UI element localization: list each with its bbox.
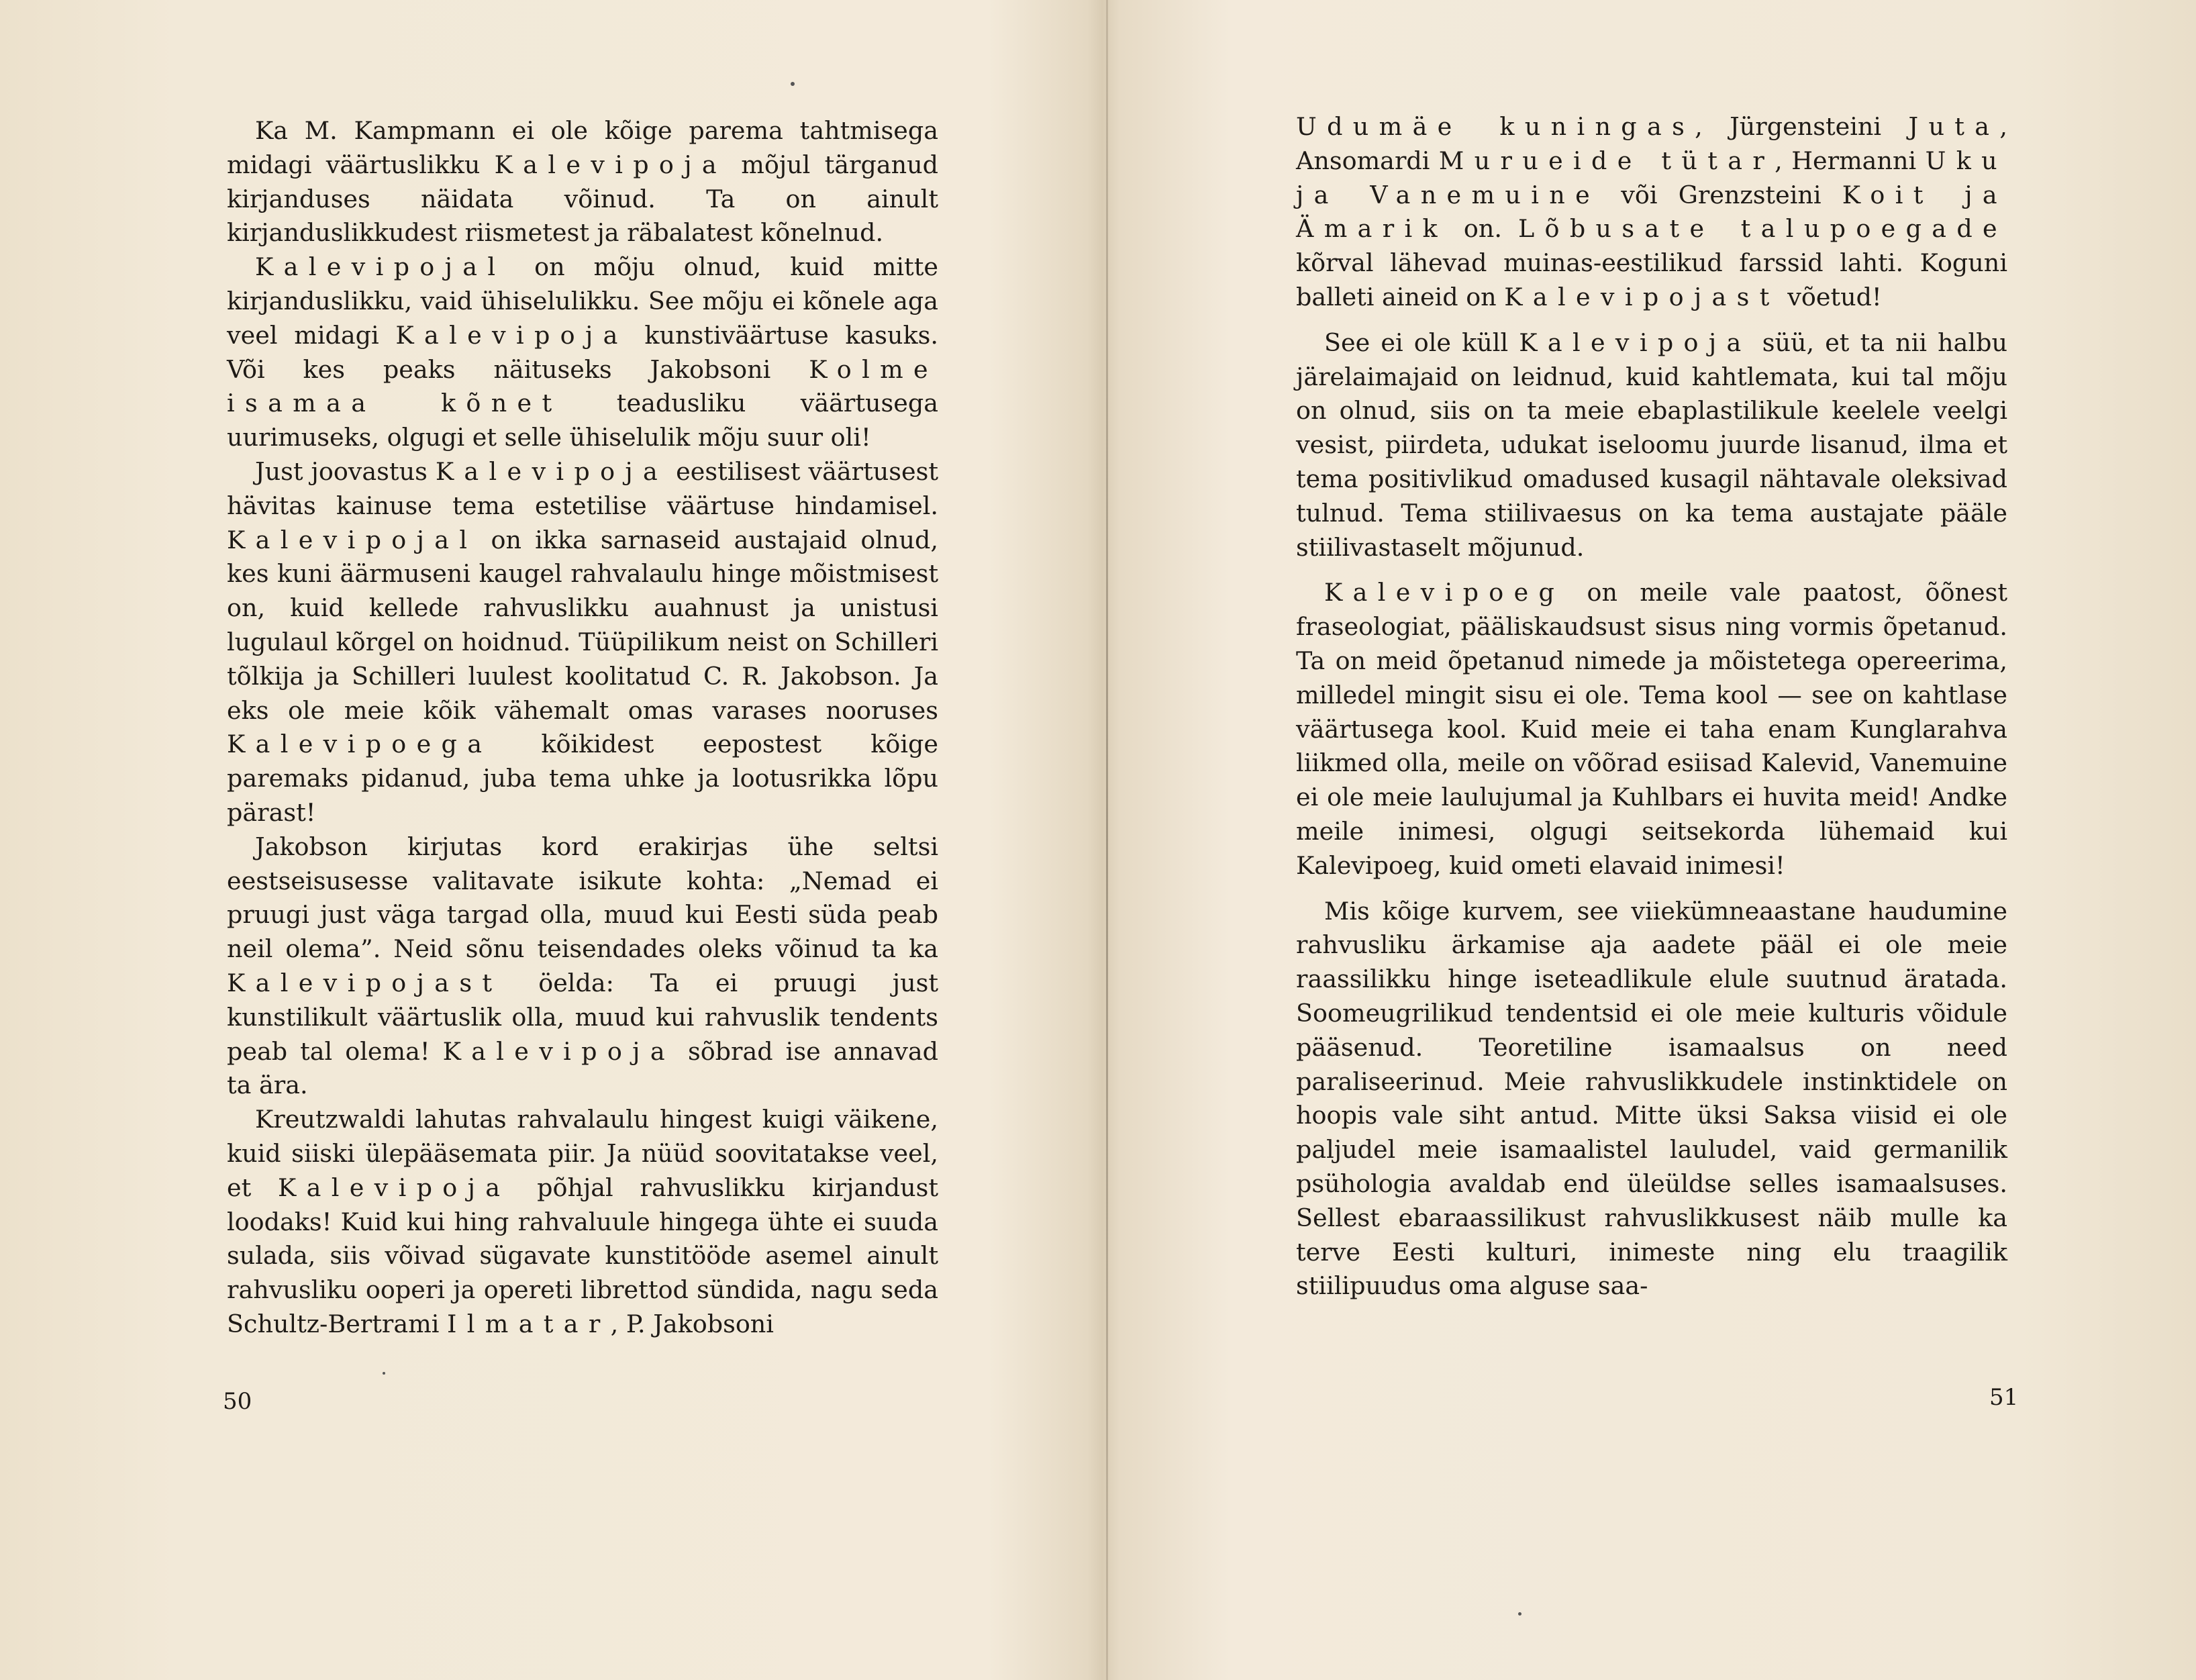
spaced-emphasis: Uku ja Vanemuine [1296, 146, 2007, 209]
text-run: , Ansomardi [1296, 112, 2007, 175]
text-run: kõikidest eepostest kõige paremaks pidanud, juba tema uhke ja lootusrikka lõpu pärast! [227, 730, 938, 827]
paragraph [1296, 326, 2007, 565]
spaced-emphasis: Udumäe kuningas [1296, 112, 1695, 141]
paragraph [227, 455, 938, 830]
spaced-emphasis: Juta [1908, 112, 2000, 141]
text-run: või Grenzsteini [1600, 180, 1842, 209]
paragraph [227, 114, 938, 250]
spaced-emphasis: Kalevipojal [255, 252, 506, 282]
right-page-text [1296, 110, 2007, 1303]
paragraph [227, 1103, 938, 1342]
spaced-emphasis: Kalevipojal [227, 525, 478, 554]
text-run: on. [1447, 214, 1518, 244]
right-page [1108, 0, 2196, 1680]
text-run: , Jürgensteini [1695, 112, 1909, 141]
text-run: põhjal rahvuslikku kirjandust loodaks! Kuid kui hing rahvaluule hingega ühte ei suuda sulada, siis võivad sügavate kunstitööde asemel ainult rahvusliku ooperi ja opereti librettod sündida, nagu seda Schultz-Bertrami [227, 1173, 938, 1338]
text-run: öelda: Ta ei pruugi just kunstilikult väärtuslik olla, muud kui rahvuslik tendents peab tal olema! [227, 968, 938, 1066]
spaced-emphasis: Kalevipoeg [1324, 578, 1565, 607]
paragraph [227, 830, 938, 1103]
spaced-emphasis: Kalevipojast [1504, 282, 1780, 311]
text-run: eestilisest väärtusest hävitas kainuse tema estetilise väärtuse hindamisel. [227, 456, 938, 520]
spaced-emphasis: Kalevipoega [227, 730, 493, 759]
text-run: mõjul tärganud kirjanduses näidata võinud. Ta on ainult kirjanduslikkudest riismetest ja räbalatest kõnelnud. [227, 150, 938, 248]
spaced-emphasis: Kalevipoja [1519, 328, 1752, 357]
spaced-emphasis: Kalevipoja [442, 1036, 675, 1066]
paragraph [1296, 110, 2007, 315]
text-run: on meile vale paatost, õõnest fraseologiat, pääliskaudsust sisus ning vormis õpetanud. Ta on meid õpetanud nimede ja mõistetega opereerima, milledel mingit sisu ei ole. Tema kool — see on kahtlase väärtusega kool. Kuid meie ei taha enam Kunglarahva liikmed olla, meile on võõrad esiisad Kalevid, Vanemuine ei ole meie laulujumal ja Kuhlbars ei huvita meid! Andke meile inimesi, olgugi seitsekorda lühemaid kui Kalevipoeg, kuid ometi elavaid inimesi! [1296, 578, 2007, 880]
left-page-text [227, 114, 938, 1342]
spaced-emphasis: Lõbusate talupoegade [1517, 214, 2007, 244]
spaced-emphasis: Kalevipoja [278, 1173, 511, 1202]
right-page-number: 51 [1989, 1384, 2019, 1411]
spaced-emphasis: Kalevipoja [435, 456, 668, 486]
text-run: Ka M. Kampmann ei ole kõige parema tahtmisega midagi väärtuslikku [227, 116, 938, 179]
text-run: on ikka sarnaseid austajaid olnud, kes kuni äärmuseni kaugel rahvalaulu hinge mõistmisest on, kuid kellede rahvuslikku auahnust ja unistusi lugulaul kõrgel on hoidnud. Tüüpilikum neist on Schilleri tõlkija ja Schilleri luulest koolitatud C. R. Jakobson. Ja eks ole meie kõik vähemalt omas varases nooruses [227, 525, 938, 725]
spaced-emphasis: Murueide tütar [1438, 146, 1775, 175]
text-run: kunstiväärtuse kasuks. Või kes peaks näituseks Jakobsoni [227, 320, 938, 384]
text-run: , P. Jakobsoni [610, 1309, 774, 1338]
paragraph [227, 250, 938, 455]
text-run: , Hermanni [1775, 146, 1926, 175]
text-run: See ei ole küll [1324, 328, 1519, 357]
spaced-emphasis: Kolme isamaa kõnet [227, 354, 938, 418]
spaced-emphasis: Ilmatar [447, 1309, 611, 1338]
spaced-emphasis: Kalevipoja [494, 150, 727, 179]
text-run: sõbrad ise annavad ta ära. [227, 1036, 938, 1100]
speck-mark [791, 82, 795, 86]
speck-mark [1518, 1612, 1521, 1616]
spaced-emphasis: Kalevipoja [395, 320, 628, 350]
speck-mark [383, 1372, 385, 1375]
text-run: süü, et ta nii halbu järelaimajaid on leidnud, kuid kahtlemata, kui tal mõju on olnud, siis on ta meie ebaplastilikule keelele veelgi vesist, piirdeta, udukat iseloomu juurde lisanud, ilma et tema positivlikud omadused kusagil nähtavale oleksivad tulnud. Tema stiilivaesus on ka tema austajate pääle stiilivastaselt mõjunud. [1296, 328, 2007, 562]
paragraph [1296, 576, 2007, 883]
text-run: on mõju olnud, kuid mitte kirjanduslikku, vaid ühiselulikku. See mõju ei kõnele aga veel midagi [227, 252, 938, 350]
text-run: Jakobson kirjutas kord erakirjas ühe seltsi eestseisusesse valitavate isikute kohta: „Nemad ei pruugi just väga targad olla, muud kui Eesti süda peab neil olema”. Neid sõnu teisendades oleks võinud ta ka [227, 832, 938, 964]
text-run: Kreutzwaldi lahutas rahvalaulu hingest kuigi väikene, kuid siiski ülepääsemata piir. Ja nüüd soovitatakse veel, et [227, 1105, 938, 1202]
spaced-emphasis: Koit ja Ämarik [1296, 180, 2007, 244]
paragraph [1296, 895, 2007, 1304]
text-run: Mis kõige kurvem, see viiekümneaastane haudumine rahvusliku ärkamise aja aadete pääl ei ole meie raassilikku hinge iseteadlikule elule suutnud äratada. Soomeugrilikud tendentsid ei ole meie kulturis võidule pääsenud. Teoretiline isamaalsus on need paraliseerinud. Meie rahvuslikkudele instinktidele on hoopis vale siht antud. Mitte üksi Saksa viisid ei ole paljudel meie isamaalistel lauludel, vaid germanilik psühologia avaldab end üleüldse selles isamaalsuses. Sellest ebaraassilikust rahvuslikkusest näib mulle ka terve Eesti kulturi, inimeste ning elu traagilik stiilipuudus oma alguse saa- [1296, 896, 2007, 1301]
left-page-number: 50 [223, 1388, 252, 1415]
text-run: Just joovastus [255, 456, 436, 486]
spaced-emphasis: Kalevipojast [227, 968, 503, 997]
text-run: kõrval lähevad muinas-eestilikud farssid lahti. Koguni balleti aineid on [1296, 248, 2007, 311]
text-run: võetud! [1779, 282, 1882, 311]
text-run: teadusliku väärtusega uurimuseks, olgugi et selle ühiselulik mõju suur oli! [227, 389, 938, 452]
